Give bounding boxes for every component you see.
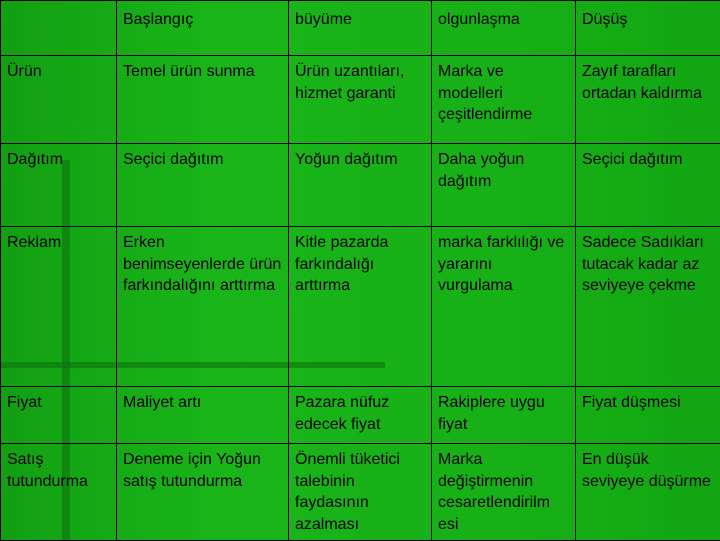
header-cell-empty (1, 1, 117, 56)
cell-satis-olgunlasma: Marka değiştirmenin cesaretlendirilm esi (432, 444, 576, 541)
cell-fiyat-buyume: Pazara nüfuz edecek fiyat (289, 387, 432, 444)
cell-fiyat-dusus: Fiyat düşmesi (576, 387, 720, 444)
cell-satis-dusus: En düşük seviyeye düşürme (576, 444, 720, 541)
row-label-reklam: Reklam (1, 227, 117, 387)
cell-urun-baslangic: Temel ürün sunma (117, 56, 289, 144)
row-label-satis-tutundurma: Satış tutundurma (1, 444, 117, 541)
cell-fiyat-baslangic: Maliyet artı (117, 387, 289, 444)
header-cell-baslangic: Başlangıç (117, 1, 289, 56)
cell-urun-buyume: Ürün uzantıları, hizmet garanti (289, 56, 432, 144)
table-row-fiyat (1, 387, 720, 444)
table-row-dagitim (1, 144, 720, 227)
cell-satis-buyume: Önemli tüketici talebinin faydasının azalması (289, 444, 432, 541)
cell-reklam-baslangic: Erken benimseyenlerde ürün farkındalığını arttırma (117, 227, 289, 387)
cell-reklam-dusus: Sadece Sadıkları tutacak kadar az seviyeye çekme (576, 227, 720, 387)
cell-urun-dusus: Zayıf tarafları ortadan kaldırma (576, 56, 720, 144)
cell-dagitim-buyume: Yoğun dağıtım (289, 144, 432, 227)
header-cell-buyume: büyüme (289, 1, 432, 56)
cell-reklam-buyume: Kitle pazarda farkındalığı arttırma (289, 227, 432, 387)
cell-reklam-olgunlasma: marka farklılığı ve yararını vurgulama (432, 227, 576, 387)
row-label-dagitim: Dağıtım (1, 144, 117, 227)
header-cell-dusus: Düşüş (576, 1, 720, 56)
header-cell-olgunlasma: olgunlaşma (432, 1, 576, 56)
table-row-reklam (1, 227, 720, 387)
row-label-urun: Ürün (1, 56, 117, 144)
table-row-urun (1, 56, 720, 144)
row-label-fiyat: Fiyat (1, 387, 117, 444)
cell-satis-baslangic: Deneme için Yoğun satış tutundurma (117, 444, 289, 541)
cell-dagitim-baslangic: Seçici dağıtım (117, 144, 289, 227)
cell-dagitim-olgunlasma: Daha yoğun dağıtım (432, 144, 576, 227)
cell-fiyat-olgunlasma: Rakiplere uygu fiyat (432, 387, 576, 444)
header-row (1, 1, 720, 56)
table-row-satis-tutundurma (1, 444, 720, 541)
cell-urun-olgunlasma: Marka ve modelleri çeşitlendirme (432, 56, 576, 144)
cell-dagitim-dusus: Seçici dağıtım (576, 144, 720, 227)
